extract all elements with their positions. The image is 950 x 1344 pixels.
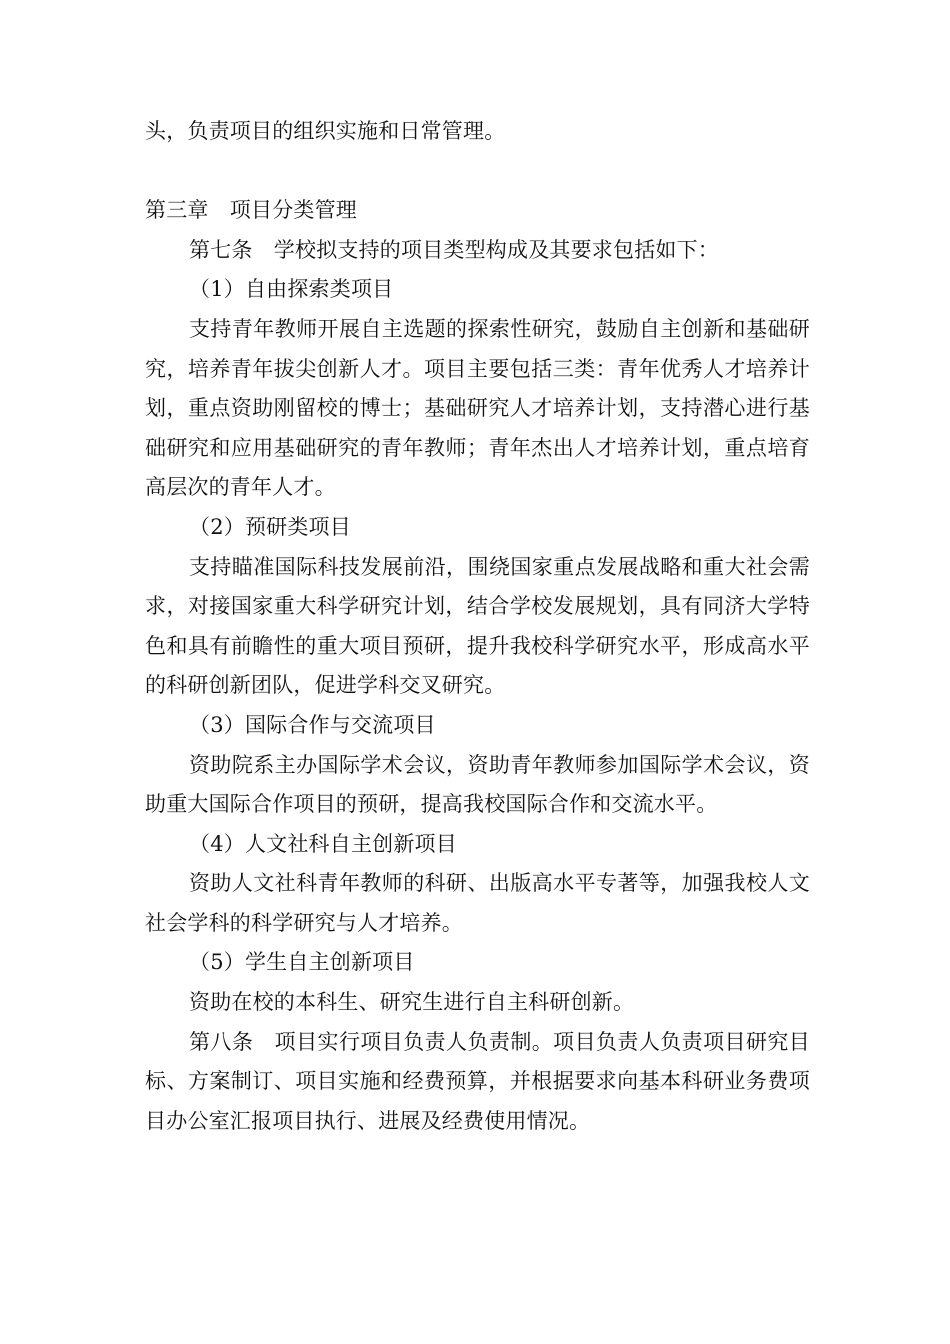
item-1-body: 支持青年教师开展自主选题的探索性研究，鼓励自主创新和基础研究，培养青年拔尖创新人才。项目主要包括三类：青年优秀人才培养计划，重点资助刚留校的博士；基础研究人才培养计划，支持潜心进行基础研究和应用基础研究的青年教师；青年杰出人才培养计划，重点培育高层次的青年人才。 [145, 316, 810, 500]
item-2-body: 支持瞄准国际科技发展前沿，围绕国家重点发展战略和重大社会需求，对接国家重大科学研究计划，结合学校发展规划，具有同济大学特色和具有前瞻性的重大项目预研，提升我校科学研究水平，形成高水平的科研创新团队，促进学科交叉研究。 [145, 554, 810, 698]
item-5-title: （5）学生自主创新项目 [189, 950, 415, 975]
intro-paragraph: 头，负责项目的组织实施和日常管理。 [145, 119, 506, 143]
item-4-title: （4）人文社科自主创新项目 [189, 831, 457, 856]
item-1-title: （1）自由探索类项目 [189, 277, 394, 302]
item-4-body: 资助人文社科青年教师的科研、出版高水平专著等，加强我校人文社会学科的科学研究与人才培养。 [145, 871, 810, 935]
item-3-body: 资助院系主办国际学术会议，资助青年教师参加国际学术会议，资助重大国际合作项目的预研，提高我校国际合作和交流水平。 [145, 752, 810, 817]
item-5-body: 资助在校的本科生、研究生进行自主科研创新。 [189, 990, 635, 1015]
item-2-title: （2）预研类项目 [189, 514, 351, 539]
chapter-title: 第三章 项目分类管理 [145, 198, 357, 223]
article-7: 第七条 学校拟支持的项目类型构成及其要求包括如下： [189, 237, 719, 262]
article-8: 第八条 项目实行项目负责人负责制。项目负责人负责项目研究目标、方案制订、项目实施和经费预算，并根据要求向基本科研业务费项目办公室汇报项目执行、进展及经费使用情况。 [145, 1029, 810, 1133]
document-body [145, 112, 810, 1141]
item-3-title: （3）国际合作与交流项目 [189, 712, 436, 737]
blank-line [145, 152, 810, 192]
